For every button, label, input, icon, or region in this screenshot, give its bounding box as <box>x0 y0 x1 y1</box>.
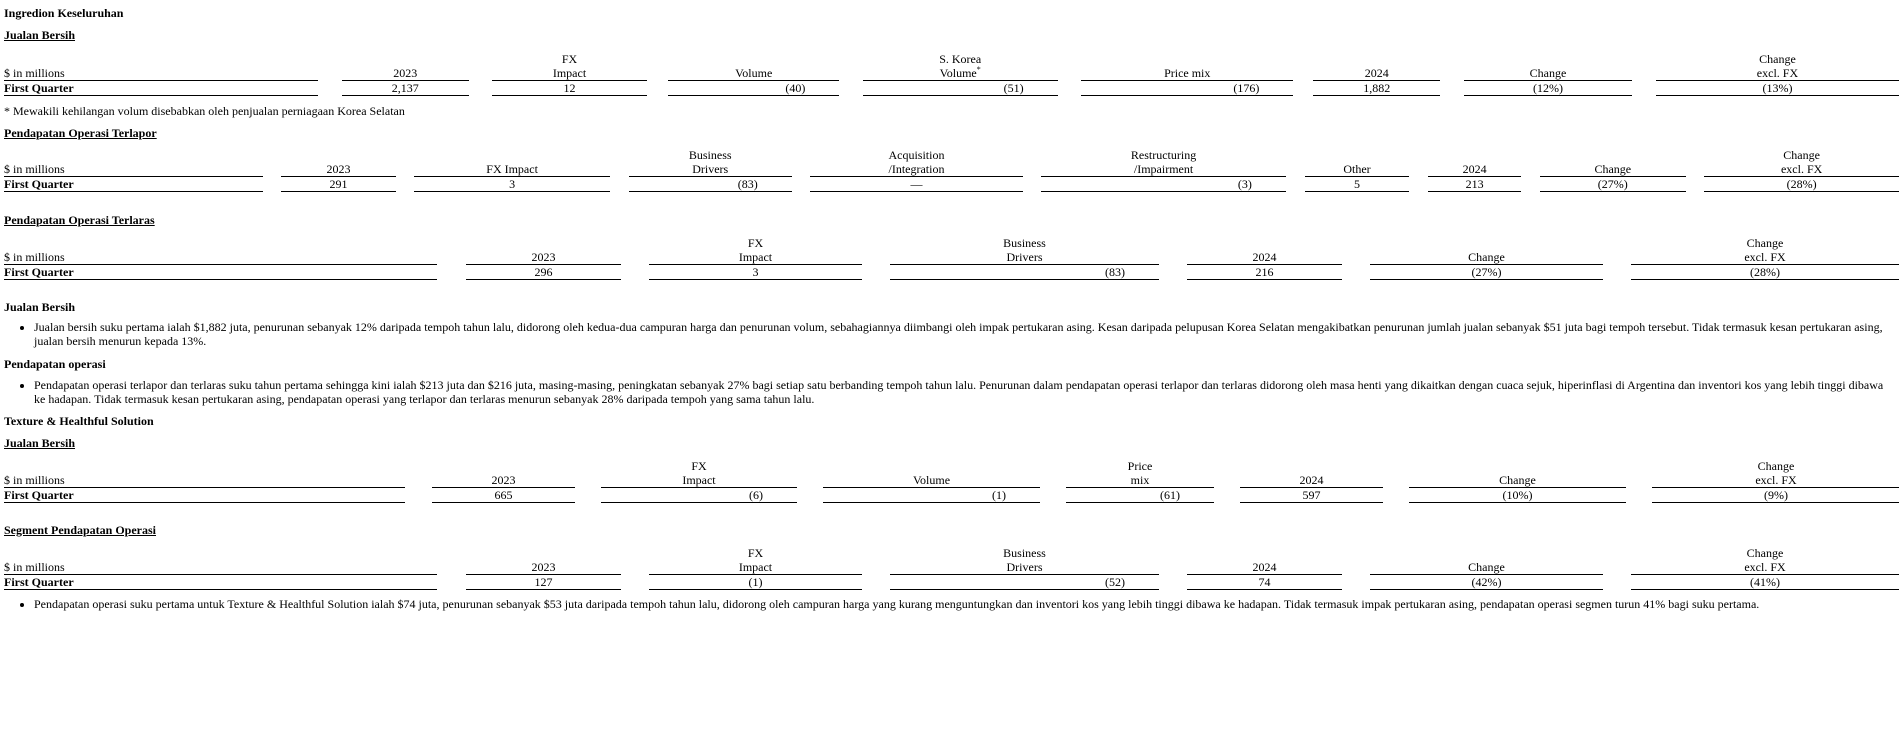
t1-v-volume: (40) <box>668 81 839 96</box>
net-sales-table <box>4 52 1899 96</box>
t3-business-header-a: Business <box>1003 236 1046 250</box>
t4-price-header-a: Price <box>1127 459 1153 473</box>
income-bullets <box>0 378 1896 406</box>
t4-2024-header: 2024 <box>1240 473 1383 488</box>
table4-heading: Jualan Bersih <box>4 436 76 450</box>
t3-2023-header: 2023 <box>466 250 621 265</box>
footnote-marker: * <box>976 65 981 74</box>
t2-v-exfx: (28%) <box>1704 177 1899 192</box>
t1-v-2024: 1,882 <box>1313 81 1440 96</box>
t3-v-exfx: (28%) <box>1631 265 1899 280</box>
t5-exfx-header-b: excl. FX <box>1631 560 1899 575</box>
t4-2023-header: 2023 <box>432 473 575 488</box>
t2-v-restr: (3) <box>1041 177 1286 192</box>
t3-v-fx: 3 <box>649 265 862 280</box>
t1-v-exfx: (13%) <box>1656 81 1899 96</box>
t2-other-header: Other <box>1305 162 1410 177</box>
narrative-heading-sales: Jualan Bersih <box>4 300 76 314</box>
t4-exfx-header-a: Change <box>1757 459 1795 473</box>
t4-v-change: (10%) <box>1409 488 1626 503</box>
t2-exfx-header-b: excl. FX <box>1704 162 1899 177</box>
t2-v-2024: 213 <box>1428 177 1521 192</box>
t5-fx-header-b: Impact <box>649 560 862 575</box>
t2-v-business: (83) <box>629 177 792 192</box>
t5-change-header: Change <box>1370 560 1603 575</box>
t3-v-business: (83) <box>890 265 1159 280</box>
t5-fx-header-a: FX <box>747 546 764 560</box>
t3-exfx-header-a: Change <box>1746 236 1784 250</box>
t1-exfx-header-a: Change <box>1759 52 1796 66</box>
t2-business-header-b: Drivers <box>629 162 792 177</box>
t5-row-label: First Quarter <box>4 575 437 590</box>
reported-operating-income-table <box>4 148 1899 192</box>
t4-units-header: $ in millions <box>4 473 405 488</box>
t4-price-header-b: mix <box>1066 473 1214 488</box>
adjusted-operating-income-table <box>4 236 1899 280</box>
t4-v-volume: (1) <box>823 488 1040 503</box>
t2-acq-header-b: /Integration <box>810 162 1022 177</box>
t4-fx-header-a: FX <box>691 459 707 473</box>
t1-2023-header: 2023 <box>342 66 469 81</box>
t1-2024-header: 2024 <box>1313 66 1440 81</box>
t2-v-change: (27%) <box>1540 177 1686 192</box>
t4-v-price: (61) <box>1066 488 1214 503</box>
t3-business-header-b: Drivers <box>890 250 1159 265</box>
t4-change-header: Change <box>1409 473 1626 488</box>
table1-heading: Jualan Bersih <box>4 28 76 42</box>
t1-exfx-header-b: excl. FX <box>1656 66 1899 81</box>
t2-v-2023: 291 <box>281 177 395 192</box>
sales-bullets <box>0 320 1896 348</box>
sales-bullet: • Jualan bersih suku pertama ialah $1,882 juta, penurunan sebanyak 12% daripada tempoh tahun lalu, didorong oleh kedua-dua campuran harga dan penurunan volum, sebahagiannya diimbangi oleh impak pertukaran asing. Kesan daripada pelupusan Korea Selatan mengakibatkan penurunan jumlah jualan sebanyak $51 juta bagi tempoh tersebut. Tidak termasuk kesan pertukaran asing, jualan bersih menurun kepada 13%. <box>34 320 1896 348</box>
t4-exfx-header-b: excl. FX <box>1652 473 1899 488</box>
t2-row-label: First Quarter <box>4 177 263 192</box>
t5-v-fx: (1) <box>649 575 862 590</box>
t2-business-header-a: Business <box>688 148 732 162</box>
footnote: * Mewakili kehilangan volum disebabkan oleh penjualan perniagaan Korea Selatan <box>4 104 405 118</box>
t4-v-exfx: (9%) <box>1652 488 1899 503</box>
t1-v-fx: 12 <box>492 81 647 96</box>
t5-2023-header: 2023 <box>466 560 621 575</box>
t2-exfx-header-a: Change <box>1783 148 1820 162</box>
t4-fx-header-b: Impact <box>601 473 797 488</box>
t1-korea-header-b: Volume* <box>863 66 1058 81</box>
t1-fx-header-b: Impact <box>492 66 647 81</box>
t4-v-fx: (6) <box>601 488 797 503</box>
t2-fx-header: FX Impact <box>414 162 610 177</box>
t4-row-label: First Quarter <box>4 488 405 503</box>
t3-row-label: First Quarter <box>4 265 437 280</box>
t3-v-change: (27%) <box>1370 265 1603 280</box>
table5-heading: Segment Pendapatan Operasi <box>4 523 157 537</box>
t3-change-header: Change <box>1370 250 1603 265</box>
t3-fx-header-b: Impact <box>649 250 862 265</box>
t2-restr-header-b: /Impairment <box>1041 162 1286 177</box>
t5-units-header: $ in millions <box>4 560 437 575</box>
t2-2024-header: 2024 <box>1428 162 1521 177</box>
segment-bullet: • Pendapatan operasi suku pertama untuk Texture & Healthful Solution ialah $74 juta, penurunan sebanyak $53 juta daripada tempoh tahun lalu, didorong oleh campuran harga yang kurang menguntungkan dan inventori kos yang lebih tinggi dibawa ke hadapan. Tidak termasuk impak pertukaran asing, pendapatan operasi segmen turun 41% bagi suku pertama. <box>34 597 1896 611</box>
t5-v-2023: 127 <box>466 575 621 590</box>
section-title-segment: Texture & Healthful Solution <box>4 414 154 428</box>
t2-units-header: $ in millions <box>4 162 263 177</box>
narrative-heading-income: Pendapatan operasi <box>4 357 106 371</box>
t5-v-2024: 74 <box>1187 575 1342 590</box>
t2-change-header: Change <box>1540 162 1686 177</box>
t1-v-korea: (51) <box>863 81 1058 96</box>
t1-change-header: Change <box>1464 66 1633 81</box>
t5-business-header-b: Drivers <box>890 560 1159 575</box>
table2-heading: Pendapatan Operasi Terlapor <box>4 126 157 140</box>
t2-v-other: 5 <box>1305 177 1410 192</box>
t3-units-header: $ in millions <box>4 250 437 265</box>
t3-v-2024: 216 <box>1187 265 1342 280</box>
t4-v-2024: 597 <box>1240 488 1383 503</box>
t3-exfx-header-b: excl. FX <box>1631 250 1899 265</box>
t5-2024-header: 2024 <box>1187 560 1342 575</box>
t2-restr-header-a: Restructuring <box>1130 148 1197 162</box>
t5-business-header-a: Business <box>1003 546 1046 560</box>
t1-row-label: First Quarter <box>4 81 318 96</box>
t5-v-exfx: (41%) <box>1631 575 1899 590</box>
t1-v-2023: 2,137 <box>342 81 469 96</box>
segment-operating-income-table <box>4 546 1899 590</box>
t1-korea-header-a: S. Korea <box>939 52 982 66</box>
t3-v-2023: 296 <box>466 265 621 280</box>
income-bullet: • Pendapatan operasi terlapor dan terlaras suku tahun pertama sehingga kini ialah $213 juta dan $216 juta, masing-masing, peningkatan sebanyak 27% bagi setiap satu berbanding tempoh tahun lalu. Penurunan dalam pendapatan operasi terlapor dan terlaras didorong oleh masa henti yang dikaitkan dengan cuaca sejuk, hiperinflasi di Argentina dan inventori kos yang lebih tinggi dibawa ke hadapan. Tidak termasuk kesan pertukaran asing, pendapatan operasi yang terlapor dan terlaras menurun sebanyak 28% daripada tempoh yang sama tahun lalu. <box>34 378 1896 406</box>
t2-v-fx: 3 <box>414 177 610 192</box>
t1-v-pricemix: (176) <box>1081 81 1293 96</box>
t2-v-acq: — <box>810 177 1022 192</box>
t1-v-change: (12%) <box>1464 81 1633 96</box>
t1-fx-header-a: FX <box>561 52 578 66</box>
t5-v-change: (42%) <box>1370 575 1603 590</box>
t3-fx-header-a: FX <box>747 236 764 250</box>
table3-heading: Pendapatan Operasi Terlaras <box>4 213 155 227</box>
section-title-overall: Ingredion Keseluruhan <box>4 6 124 20</box>
t1-units-header: $ in millions <box>4 66 318 81</box>
segment-net-sales-table <box>4 459 1899 503</box>
t4-v-2023: 665 <box>432 488 575 503</box>
t1-pricemix-header: Price mix <box>1081 66 1293 81</box>
segment-bullets <box>0 597 1896 611</box>
t3-2024-header: 2024 <box>1187 250 1342 265</box>
t5-exfx-header-a: Change <box>1746 546 1784 560</box>
t2-2023-header: 2023 <box>281 162 395 177</box>
t1-volume-header: Volume <box>668 66 839 81</box>
t4-volume-header: Volume <box>823 473 1040 488</box>
t5-v-business: (52) <box>890 575 1159 590</box>
t2-acq-header-a: Acquisition <box>888 148 945 162</box>
